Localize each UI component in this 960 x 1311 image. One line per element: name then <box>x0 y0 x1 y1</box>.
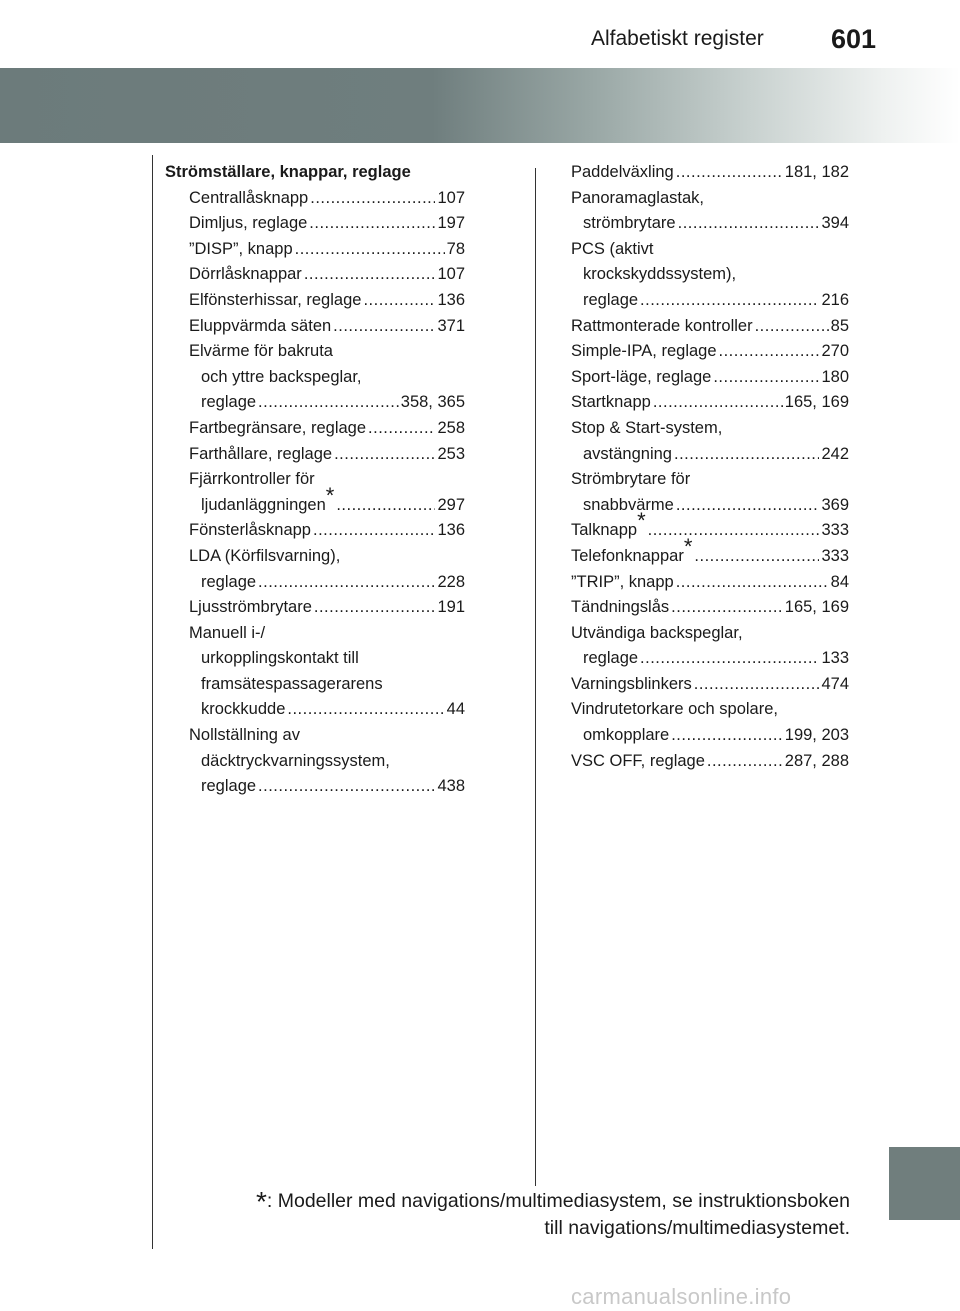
dot-leader <box>258 774 435 800</box>
dot-leader <box>653 390 783 416</box>
index-entry-continuation <box>571 646 849 672</box>
index-entry <box>571 365 849 391</box>
index-entry <box>571 570 849 596</box>
index-entry-continuation <box>165 749 465 775</box>
index-entry <box>165 314 465 340</box>
index-entry-continuation <box>165 390 465 416</box>
entry-page: 44 <box>446 700 465 719</box>
dot-leader <box>258 570 435 596</box>
index-entry <box>571 314 849 340</box>
entry-page: 438 <box>437 777 465 796</box>
entry-text: ljudanläggningen <box>201 495 326 514</box>
entry-page: 242 <box>821 444 849 463</box>
dot-leader <box>648 518 820 544</box>
index-entry <box>165 288 465 314</box>
footnote-line-2: till navigations/multimediasystemet. <box>544 1217 850 1239</box>
section-title: Alfabetiskt register <box>591 27 764 50</box>
index-entry <box>571 621 849 647</box>
entry-page: 369 <box>821 495 849 514</box>
left-margin-rule <box>152 155 153 1249</box>
index-entry-continuation <box>571 442 849 468</box>
footnote-marker: * <box>683 533 693 559</box>
entry-page: 136 <box>437 521 465 540</box>
entry-text: strömbrytare <box>583 214 676 233</box>
index-entry <box>571 237 849 263</box>
index-entry-continuation <box>571 211 849 237</box>
entry-text: snabbvärme <box>583 495 674 514</box>
index-entry-continuation <box>165 570 465 596</box>
index-entry <box>165 723 465 749</box>
index-entries-right <box>571 160 849 774</box>
entry-text: Fönsterlåsknapp <box>189 521 311 540</box>
entry-text: PCS (aktivt <box>571 239 654 258</box>
footnote <box>160 1188 850 1242</box>
entry-page: 287, 288 <box>784 751 849 770</box>
dot-leader <box>640 288 819 314</box>
dot-leader <box>678 211 820 237</box>
entry-text: Nollställning av <box>189 726 300 745</box>
entry-text: Rattmonterade kontroller <box>571 316 753 335</box>
entry-page: 474 <box>821 674 849 693</box>
entry-text: LDA (Körfilsvarning), <box>189 546 341 565</box>
dot-leader <box>671 723 783 749</box>
index-entry <box>165 186 465 212</box>
entry-page: 133 <box>821 649 849 668</box>
entry-text: urkopplingskontakt till <box>201 649 359 668</box>
entry-page: 258 <box>437 418 465 437</box>
entry-text: omkopplare <box>583 726 670 745</box>
entry-text: Elvärme för bakruta <box>189 342 333 361</box>
dot-leader <box>676 493 820 519</box>
index-entry <box>571 672 849 698</box>
index-entry <box>165 237 465 263</box>
entry-text: Strömbrytare för <box>571 470 691 489</box>
entry-page: 394 <box>821 214 849 233</box>
index-entry-continuation <box>571 262 849 288</box>
entry-page: 180 <box>821 367 849 386</box>
entry-text: Utvändiga backspeglar, <box>571 623 743 642</box>
dot-leader <box>694 544 819 570</box>
dot-leader <box>258 390 399 416</box>
entry-page: 228 <box>437 572 465 591</box>
page-header <box>0 24 960 56</box>
index-entry <box>571 508 849 544</box>
index-entry-continuation <box>165 774 465 800</box>
index-entry <box>165 339 465 365</box>
dot-leader <box>314 595 436 621</box>
entry-text: reglage <box>201 777 257 796</box>
entry-text: reglage <box>583 290 639 309</box>
dot-leader <box>671 595 783 621</box>
entry-page: 107 <box>437 265 465 284</box>
entry-page: 333 <box>821 521 849 540</box>
index-entries-left <box>165 186 465 800</box>
entry-text: Panoramaglastak, <box>571 188 704 207</box>
index-entry-continuation <box>165 646 465 672</box>
entry-page: 165, 169 <box>784 598 849 617</box>
entry-text: Varningsblinkers <box>571 674 692 693</box>
dot-leader <box>363 288 435 314</box>
entry-page: 199, 203 <box>784 726 849 745</box>
entry-text: Startknapp <box>571 393 651 412</box>
entry-text: Elfönsterhissar, reglage <box>189 290 362 309</box>
index-entry <box>571 416 849 442</box>
dot-leader <box>368 416 435 442</box>
entry-page: 216 <box>821 290 849 309</box>
entry-text: och yttre backspeglar, <box>201 367 362 386</box>
index-entry-continuation <box>571 493 849 519</box>
entry-text: Ljusströmbrytare <box>189 598 312 617</box>
entry-text: reglage <box>201 393 257 412</box>
index-thumb-tab <box>889 1147 960 1220</box>
index-entry <box>571 186 849 212</box>
index-entry-continuation <box>571 288 849 314</box>
index-entry <box>165 544 465 570</box>
index-entry <box>165 262 465 288</box>
entry-page: 253 <box>437 444 465 463</box>
index-entry <box>571 697 849 723</box>
entry-text: Fjärrkontroller för <box>189 470 315 489</box>
entry-text: ”DISP”, knapp <box>189 239 293 258</box>
dot-leader <box>310 186 435 212</box>
index-entry-continuation <box>165 365 465 391</box>
dot-leader <box>336 493 435 519</box>
entry-page: 371 <box>437 316 465 335</box>
entry-text: ”TRIP”, knapp <box>571 572 674 591</box>
entry-page: 358, 365 <box>400 393 465 412</box>
dot-leader <box>333 314 435 340</box>
entry-page: 181, 182 <box>784 163 849 181</box>
watermark: carmanualsonline.info <box>571 1284 792 1309</box>
entry-text: däcktryckvarningssystem, <box>201 751 390 770</box>
index-entry <box>165 467 465 493</box>
index-entry <box>165 595 465 621</box>
index-entry-continuation <box>165 482 465 519</box>
entry-text: Eluppvärmda säten <box>189 316 332 335</box>
entry-text: Sport-läge, reglage <box>571 367 712 386</box>
dot-leader <box>309 211 435 237</box>
entry-text: avstängning <box>583 444 672 463</box>
entry-text: Paddelväxling <box>571 163 674 181</box>
index-entry <box>571 595 849 621</box>
entry-page: 333 <box>821 546 849 565</box>
entry-text: krockskyddssystem), <box>583 265 737 284</box>
entry-text: Dörrlåsknappar <box>189 265 302 284</box>
dot-leader <box>694 672 820 698</box>
entry-page: 78 <box>446 239 465 258</box>
footnote-marker: * <box>325 482 335 508</box>
dot-leader <box>295 237 445 263</box>
header-banner <box>0 68 960 143</box>
index-entry <box>165 416 465 442</box>
entry-page: 270 <box>821 342 849 361</box>
entry-text: Stop & Start-system, <box>571 418 723 437</box>
index-entry <box>165 621 465 647</box>
entry-text: VSC OFF, reglage <box>571 751 705 770</box>
index-entry-continuation <box>165 697 465 723</box>
entry-text: Vindrutetorkare och spolare, <box>571 700 778 719</box>
index-entry-continuation <box>571 723 849 749</box>
index-entry <box>165 211 465 237</box>
entry-text: reglage <box>583 649 639 668</box>
dot-leader <box>719 339 820 365</box>
entry-text: Simple-IPA, reglage <box>571 342 717 361</box>
entry-page: 297 <box>437 495 465 514</box>
dot-leader <box>676 160 783 186</box>
entry-text: Centrallåsknapp <box>189 188 309 207</box>
entry-text: Manuell i-/ <box>189 623 266 642</box>
index-heading: Strömställare, knappar, reglage <box>165 163 411 181</box>
index-entry <box>571 390 849 416</box>
entry-page: 197 <box>437 214 465 233</box>
dot-leader <box>313 518 435 544</box>
column-divider <box>535 168 536 1186</box>
entry-page: 84 <box>830 572 849 591</box>
entry-text: Telefonknappar <box>571 546 684 565</box>
index-entry <box>571 749 849 775</box>
dot-leader <box>676 570 829 596</box>
dot-leader <box>334 442 435 468</box>
entry-text: Fartbegränsare, reglage <box>189 418 367 437</box>
entry-text: Dimljus, reglage <box>189 214 308 233</box>
dot-leader <box>707 749 783 775</box>
entry-text: reglage <box>201 572 257 591</box>
index-entry <box>165 442 465 468</box>
entry-text: krockkudde <box>201 700 286 719</box>
entry-page: 85 <box>830 316 849 335</box>
page-number: 601 <box>831 24 877 54</box>
entry-text: Farthållare, reglage <box>189 444 333 463</box>
entry-text: Talknapp <box>571 521 638 540</box>
dot-leader <box>640 646 819 672</box>
footnote-line-1: : Modeller med navigations/multimediasystem, se instruktionsboken <box>266 1190 850 1212</box>
index-column-left <box>165 160 465 800</box>
dot-leader <box>713 365 819 391</box>
index-column-right <box>571 160 849 774</box>
entry-page: 165, 169 <box>784 393 849 412</box>
entry-text: framsätespassagerarens <box>201 674 383 693</box>
index-entry <box>571 467 849 493</box>
entry-text: Tändningslås <box>571 598 670 617</box>
index-entry <box>571 533 849 570</box>
dot-leader <box>304 262 436 288</box>
entry-page: 107 <box>437 188 465 207</box>
entry-page: 136 <box>437 290 465 309</box>
index-entry <box>571 339 849 365</box>
footnote-star: * <box>255 1186 267 1217</box>
dot-leader <box>674 442 819 468</box>
dot-leader <box>287 697 444 723</box>
index-entry <box>571 160 849 186</box>
dot-leader <box>755 314 829 340</box>
entry-page: 191 <box>437 598 465 617</box>
index-entry <box>165 518 465 544</box>
footnote-marker: * <box>637 508 646 534</box>
index-entry-continuation <box>165 672 465 698</box>
